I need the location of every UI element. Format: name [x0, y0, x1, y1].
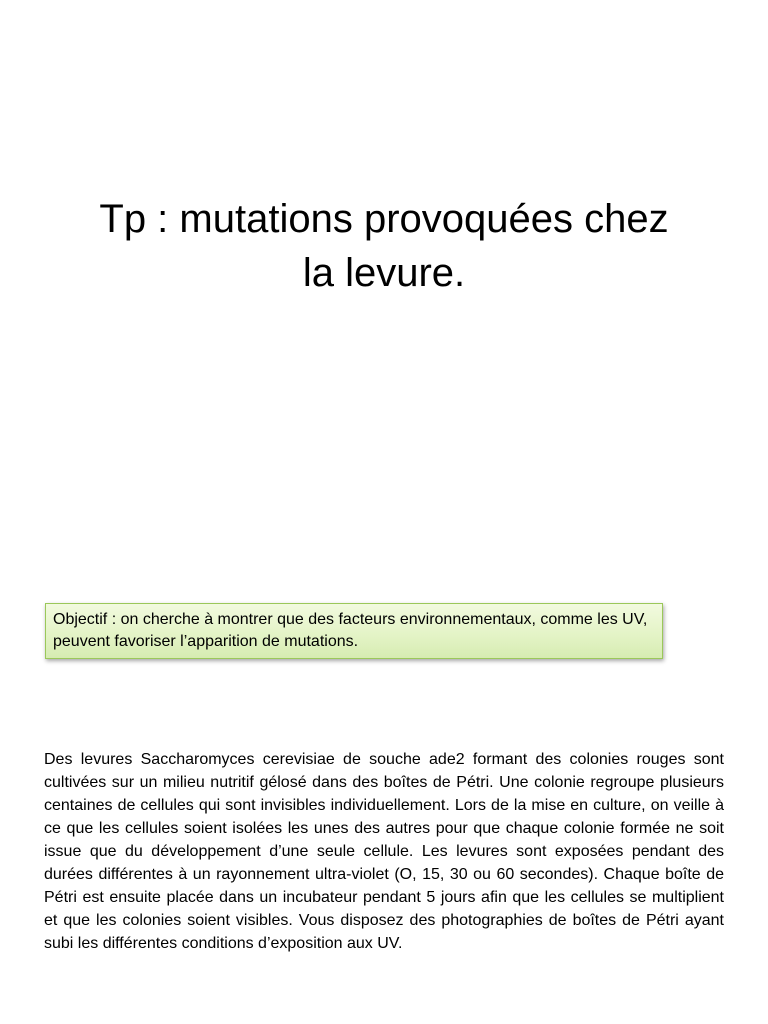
title-line-2: la levure.: [302, 251, 466, 295]
page-title: [40, 192, 728, 300]
objective-box: [45, 603, 663, 659]
body-paragraph: Des levures Saccharomyces cerevisiae de souche ade2 formant des colonies rouges sont cultivées sur un milieu nutritif gélosé dans des boîtes de Pétri. Une colonie regroupe plusieurs centaines de cellules qui sont invisibles individuellement. Lors de la mise en culture, on veille à ce que les cellules soient isolées les unes des autres pour que chaque colonie formée ne soit issue que du développement d’une seule cellule. Les levures sont exposées pendant des durées différentes à un rayonnement ultra-violet (O, 15, 30 ou 60 secondes). Chaque boîte de Pétri est ensuite placée dans un incubateur pendant 5 jours afin que les cellules se multiplient et que les colonies soient visibles. Vous disposez des photographies de boîtes de Pétri ayant subi les différentes conditions d’exposition aux UV.: [44, 751, 724, 952]
title-line-1: Tp : mutations provoquées chez: [99, 197, 669, 241]
objective-text: Objectif : on cherche à montrer que des facteurs environnementaux, comme les UV, peuvent favoriser l’apparition de mutations.: [53, 611, 648, 650]
